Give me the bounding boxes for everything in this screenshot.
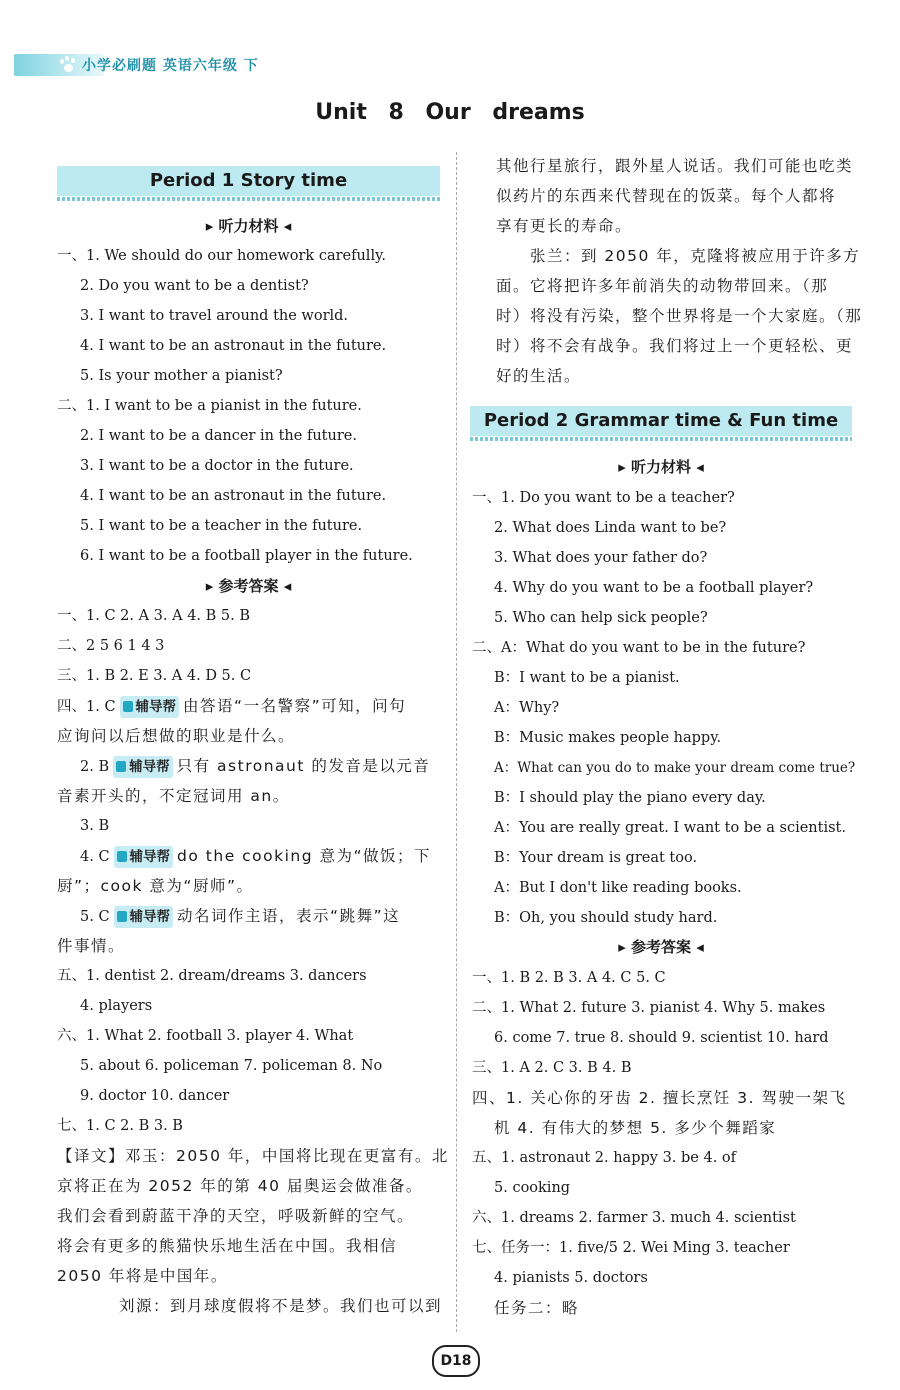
text-line: 一、1. We should do our homework carefully.: [57, 248, 386, 264]
explanation-text: 由答语“一名警察”可知，问句: [183, 697, 407, 715]
answer-line: 七、1. C 2. B 3. B: [57, 1118, 183, 1134]
translation-text: 面。它将把许多年前消失的动物带回来。（那: [496, 277, 829, 295]
translation-text: 时）将不会有战争。我们将过上一个更轻松、更: [496, 337, 854, 355]
text-line: 3. I want to be a doctor in the future.: [80, 458, 354, 474]
text-line: 2. I want to be a dancer in the future.: [80, 428, 357, 444]
book-title: 小学必刷题 英语六年级 下: [82, 58, 259, 74]
helper-label: 辅导帮: [135, 699, 177, 715]
answer-line: 5. cooking: [494, 1180, 571, 1196]
answer-line: 6. come 7. true 8. should 9. scientist 10. hard: [494, 1030, 829, 1046]
text-line: 3. What does your father do?: [494, 550, 708, 566]
text-line: 5. Who can help sick people?: [494, 610, 708, 626]
dialogue-line: B：Oh, you should study hard.: [494, 910, 718, 926]
text-line: 2. What does Linda want to be?: [494, 520, 727, 536]
explanation-text: 件事情。: [57, 937, 126, 955]
dialogue-line: B：Music makes people happy.: [494, 730, 722, 746]
text-line: 3. I want to travel around the world.: [80, 308, 349, 324]
text-line: 二、1. I want to be a pianist in the future.: [57, 398, 362, 414]
text-line: 4. I want to be an astronaut in the future.: [80, 488, 387, 504]
helper-badge: [113, 756, 173, 778]
helper-badge: [114, 846, 174, 868]
answer-line: 一、1. B 2. B 3. A 4. C 5. C: [472, 970, 666, 986]
helper-label: 辅导帮: [129, 909, 171, 925]
answer-line: [80, 755, 430, 778]
text-line: 2. Do you want to be a dentist?: [80, 278, 309, 294]
period-1-title: Period 1 Story time: [57, 166, 440, 196]
answer-line: 5. about 6. policeman 7. policeman 8. No: [80, 1058, 383, 1074]
translation-text: 2050 年将是中国年。: [57, 1267, 228, 1285]
answer-line: 四、1. 关心你的牙齿 2. 擅长烹饪 3. 驾驶一架飞: [472, 1089, 847, 1107]
book-icon: [117, 911, 127, 922]
translation-text: 似药片的东西来代替现在的饭菜。每个人都将: [496, 187, 837, 205]
translation-text: 享有更长的寿命。: [496, 217, 633, 235]
translation-text: 刘源：到月球度假将不是梦。我们也可以到: [119, 1297, 443, 1315]
helper-label: 辅导帮: [129, 759, 170, 775]
translation-text: 好的生活。: [496, 367, 582, 385]
answer-line: 二、1. What 2. future 3. pianist 4. Why 5. makes: [472, 1000, 826, 1016]
translation-text: 我们会看到蔚蓝干净的天空，呼吸新鲜的空气。: [57, 1207, 415, 1225]
dialogue-line: A：You are really great. I want to be a scientist.: [494, 820, 846, 836]
answer-line: 一、1. C 2. A 3. A 4. B 5. B: [57, 608, 251, 624]
page-number: D18: [432, 1345, 480, 1377]
text-line: 6. I want to be a football player in the future.: [80, 548, 413, 564]
explanation-text: 厨”；cook 意为“厨师”。: [57, 877, 254, 895]
answer-line: 3. B: [80, 818, 110, 834]
answer-line: [57, 695, 406, 718]
right-listening-heading: ▸ 听力材料 ◂: [618, 458, 704, 476]
translation-text: 时）将没有污染，整个世界将是一个大家庭。（那: [496, 307, 863, 325]
answer-label: 2. B: [80, 759, 110, 775]
answer-line: 9. doctor 10. dancer: [80, 1088, 230, 1104]
translation-text: 京将正在为 2052 年的第 40 届奥运会做准备。: [57, 1177, 423, 1195]
helper-badge: [114, 906, 174, 928]
explanation-text: do the cooking 意为“做饭；下: [177, 847, 432, 865]
book-icon: [116, 761, 126, 772]
answer-line: 任务二：略: [494, 1299, 580, 1317]
answer-line: 4. players: [80, 998, 153, 1014]
dialogue-line: A：What can you do to make your dream come true?: [494, 760, 856, 776]
translation-text: 其他行星旅行，跟外星人说话。我们可能也吃类: [496, 157, 854, 175]
text-line: 4. I want to be an astronaut in the future.: [80, 338, 387, 354]
answer-line: 三、1. A 2. C 3. B 4. B: [472, 1060, 632, 1076]
unit-title: Unit 8 Our dreams: [315, 100, 585, 125]
book-icon: [117, 851, 127, 862]
period-2-title: Period 2 Grammar time & Fun time: [470, 406, 852, 436]
dialogue-line: A：Why?: [494, 700, 560, 716]
text-line: 5. Is your mother a pianist?: [80, 368, 283, 384]
paw-icon: [58, 55, 78, 75]
explanation-text: 只有 astronaut 的发音是以元音: [176, 757, 431, 775]
dialogue-line: A：But I don't like reading books.: [494, 880, 742, 896]
translation-text: 将会有更多的熊猫快乐地生活在中国。我相信: [57, 1237, 398, 1255]
translation-text: 张兰：到 2050 年，克隆将被应用于许多方: [530, 247, 861, 265]
answer-line: 二、2 5 6 1 4 3: [57, 638, 165, 654]
answer-line: 七、任务一：1. five/5 2. Wei Ming 3. teacher: [472, 1240, 790, 1256]
left-listening-heading: ▸ 听力材料 ◂: [205, 217, 292, 235]
answer-label: 5. C: [80, 909, 110, 925]
answer-line: 六、1. dreams 2. farmer 3. much 4. scientist: [472, 1210, 796, 1226]
left-answers-heading: ▸ 参考答案 ◂: [205, 577, 292, 595]
answer-line: 机 4. 有伟大的梦想 5. 多少个舞蹈家: [494, 1119, 777, 1137]
text-line: 4. Why do you want to be a football player?: [494, 580, 814, 596]
right-answers-heading: ▸ 参考答案 ◂: [618, 938, 704, 956]
answer-line: 六、1. What 2. football 3. player 4. What: [57, 1028, 354, 1044]
book-header: [14, 52, 259, 78]
answer-line: 4. pianists 5. doctors: [494, 1270, 648, 1286]
answer-line: [80, 845, 431, 868]
answer-line: [80, 905, 400, 928]
explanation-text: 应询问以后想做的职业是什么。: [57, 727, 296, 745]
dialogue-line: B：I should play the piano every day.: [494, 790, 766, 806]
translation-text: 【译文】邓玉：2050 年，中国将比现在更富有。北: [57, 1147, 449, 1165]
helper-badge: [120, 696, 180, 718]
answer-line: 三、1. B 2. E 3. A 4. D 5. C: [57, 668, 252, 684]
explanation-text: 音素开头的，不定冠词用 an。: [57, 787, 290, 805]
dialogue-line: B：Your dream is great too.: [494, 850, 698, 866]
dialogue-line: 二、A：What do you want to be in the future?: [472, 640, 806, 656]
answer-label: 四、1. C: [57, 699, 116, 715]
answer-line: 五、1. astronaut 2. happy 3. be 4. of: [472, 1150, 737, 1166]
explanation-text: 动名词作主语，表示“跳舞”这: [177, 907, 401, 925]
answer-label: 4. C: [80, 849, 110, 865]
text-line: 5. I want to be a teacher in the future.: [80, 518, 363, 534]
answer-line: 五、1. dentist 2. dream/dreams 3. dancers: [57, 968, 367, 984]
column-divider: [456, 152, 457, 1332]
book-icon: [123, 701, 133, 712]
text-line: 一、1. Do you want to be a teacher?: [472, 490, 735, 506]
helper-label: 辅导帮: [129, 849, 171, 865]
dialogue-line: B：I want to be a pianist.: [494, 670, 680, 686]
